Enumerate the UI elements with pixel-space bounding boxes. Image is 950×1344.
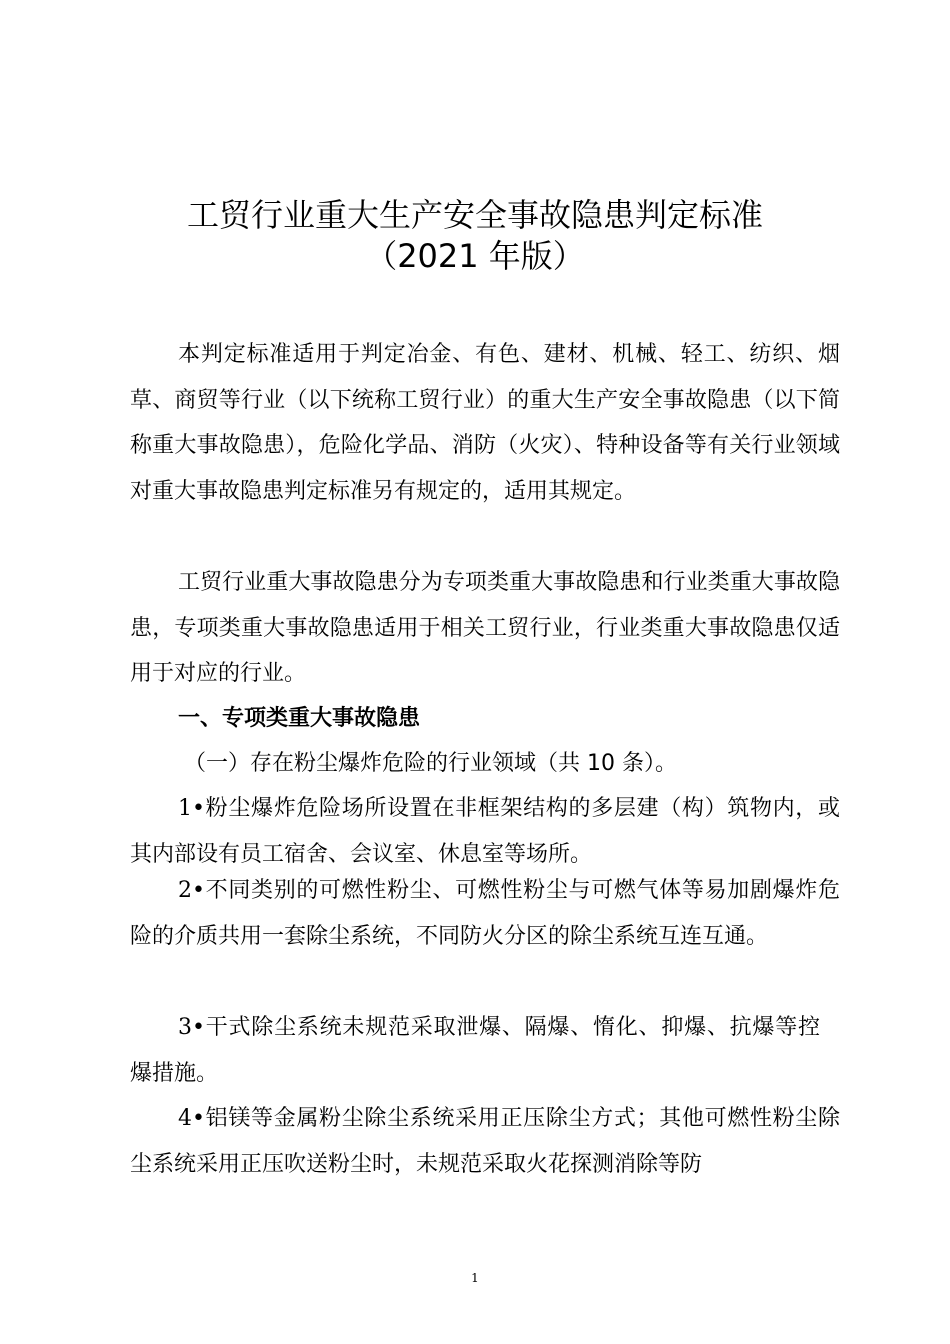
document-title-edition: （2021 年版）: [365, 237, 585, 275]
document-title: 工贸行业重大生产安全事故隐患判定标准: [186, 196, 763, 234]
list-item: 3•干式除尘系统未规范采取泄爆、隔爆、惰化、抑爆、抗爆等控爆措施。: [130, 1015, 820, 1086]
page-number: 1: [471, 1271, 479, 1285]
section-heading: 一、专项类重大事故隐患: [178, 706, 421, 731]
list-item: 1•粉尘爆炸危险场所设置在非框架结构的多层建（构）筑物内，或其内部设有员工宿舍、会议室、休息室等场所。: [130, 796, 840, 867]
subsection-heading: （一）存在粉尘爆炸危险的行业领域（共 10 条）。: [184, 751, 677, 776]
intro-paragraph: 本判定标准适用于判定冶金、有色、建材、机械、轻工、纺织、烟草、商贸等行业（以下统称工贸行业）的重大生产安全事故隐患（以下简称重大事故隐患），危险化学品、消防（火灾）、特种设备等有关行业领域对重大事故隐患判定标准另有规定的，适用其规定。: [130, 342, 840, 504]
list-item: 2•不同类别的可燃性粉尘、可燃性粉尘与可燃气体等易加剧爆炸危险的介质共用一套除尘系统，不同防火分区的除尘系统互连互通。: [130, 878, 840, 949]
list-item: 4•铝镁等金属粉尘除尘系统采用正压除尘方式；其他可燃性粉尘除尘系统采用正压吹送粉尘时，未规范采取火花探测消除等防: [130, 1106, 840, 1177]
classification-paragraph: 工贸行业重大事故隐患分为专项类重大事故隐患和行业类重大事故隐患，专项类重大事故隐患适用于相关工贸行业，行业类重大事故隐患仅适用于对应的行业。: [130, 570, 840, 686]
